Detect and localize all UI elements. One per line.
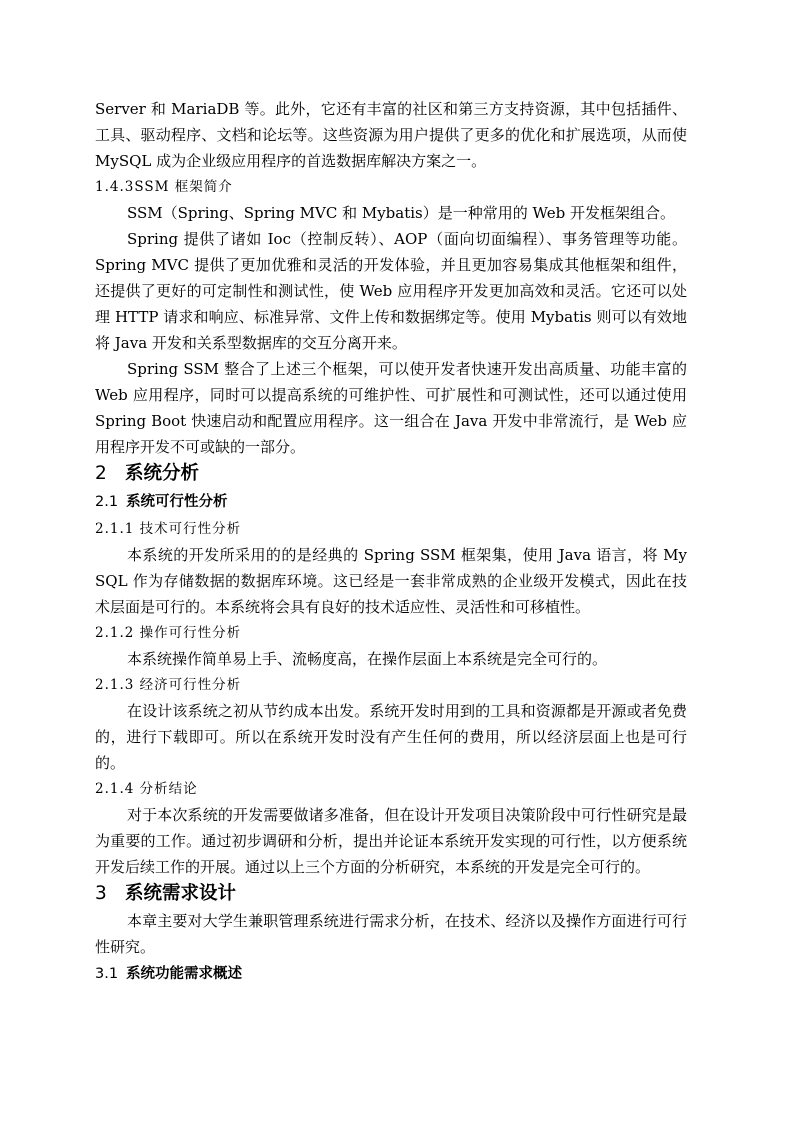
section-number: 2.1 <box>95 494 119 510</box>
section-number: 3.1 <box>95 966 119 982</box>
paragraph-mysql-resources: Server 和 MariaDB 等。此外，它还有丰富的社区和第三方支持资源，其中包括插件、工具、驱动程序、文档和论坛等。这些资源为用户提供了更多的优化和扩展选项，从而使 MySQL 成为企业级应用程序的首选数据库解决方案之一。 <box>95 100 687 170</box>
subsection-title-2-1-2: 2.1.2 操作可行性分析 <box>95 625 242 641</box>
chapter-number: 3 <box>95 883 107 904</box>
section-title: 系统功能需求概述 <box>126 966 243 982</box>
subsection-title-2-1-3: 2.1.3 经济可行性分析 <box>95 677 242 693</box>
subsection-title-2-1-1: 2.1.1 技术可行性分析 <box>95 521 242 537</box>
paragraph-economic-feasibility: 在设计该系统之初从节约成本出发。系统开发时用到的工具和资源都是开源或者免费的，进行下载即可。所以在系统开发时没有产生任何的费用，所以经济层面上也是可行的。 <box>95 702 687 772</box>
chapter-title: 系统需求设计 <box>125 883 237 904</box>
paragraph-tech-feasibility: 本系统的开发所采用的的是经典的 Spring SSM 框架集，使用 Java 语言，将 My SQL 作为存储数据的数据库环境。这已经是一套非常成熟的企业级开发模式，因此在技术层面是可行的。本系统将会具有良好的技术适应性、灵活性和可移植性。 <box>95 546 687 616</box>
chapter-heading-2 <box>95 460 687 488</box>
section-title: 系统可行性分析 <box>126 494 228 510</box>
paragraph-operation-feasibility: 本系统操作简单易上手、流畅度高，在操作层面上本系统是完全可行的。 <box>127 650 608 668</box>
paragraph-analysis-conclusion: 对于本次系统的开发需要做诸多准备，但在设计开发项目决策阶段中可行性研究是最为重要的工作。通过初步调研和分析，提出并论证本系统开发实现的可行性，以方便系统开发后续工作的开展。通过以上三个方面的分析研究，本系统的开发是完全可行的。 <box>95 806 687 876</box>
paragraph-spring-ssm: Spring SSM 整合了上述三个框架，可以使开发者快速开发出高质量、功能丰富的 Web 应用程序，同时可以提高系统的可维护性、可扩展性和可测试性，还可以通过使用 Spring Boot 快速启动和配置应用程序。这一组合在 Java 开发中非常流行，是 Web 应用程序开发不可或缺的一部分。 <box>95 360 687 456</box>
chapter-heading-3 <box>95 880 687 908</box>
paragraph-spring-features: Spring 提供了诸如 Ioc（控制反转）、AOP（面向切面编程）、事务管理等功能。Spring MVC 提供了更加优雅和灵活的开发体验，并且更加容易集成其他框架和组件，还提供了更好的可定制性和测试性，使 Web 应用程序开发更加高效和灵活。它还可以处理 HTTP 请求和响应、标准异常、文件上传和数据绑定等。使用 Mybatis 则可以有效地将 Java 开发和关系型数据库的交互分离开来。 <box>95 230 687 352</box>
section-heading-2-1 <box>95 488 687 516</box>
paragraph-ssm-intro: SSM（Spring、Spring MVC 和 Mybatis）是一种常用的 Web 开发框架组合。 <box>127 204 675 222</box>
document-page <box>95 96 687 988</box>
subsection-title-2-1-4: 2.1.4 分析结论 <box>95 781 198 797</box>
paragraph-chapter-3-intro: 本章主要对大学生兼职管理系统进行需求分析，在技术、经济以及操作方面进行可行性研究。 <box>95 912 687 956</box>
section-heading-3-1 <box>95 960 687 988</box>
chapter-number: 2 <box>95 463 107 484</box>
chapter-title: 系统分析 <box>125 463 200 484</box>
subsection-title-1-4-3: 1.4.3SSM 框架简介 <box>95 179 233 195</box>
